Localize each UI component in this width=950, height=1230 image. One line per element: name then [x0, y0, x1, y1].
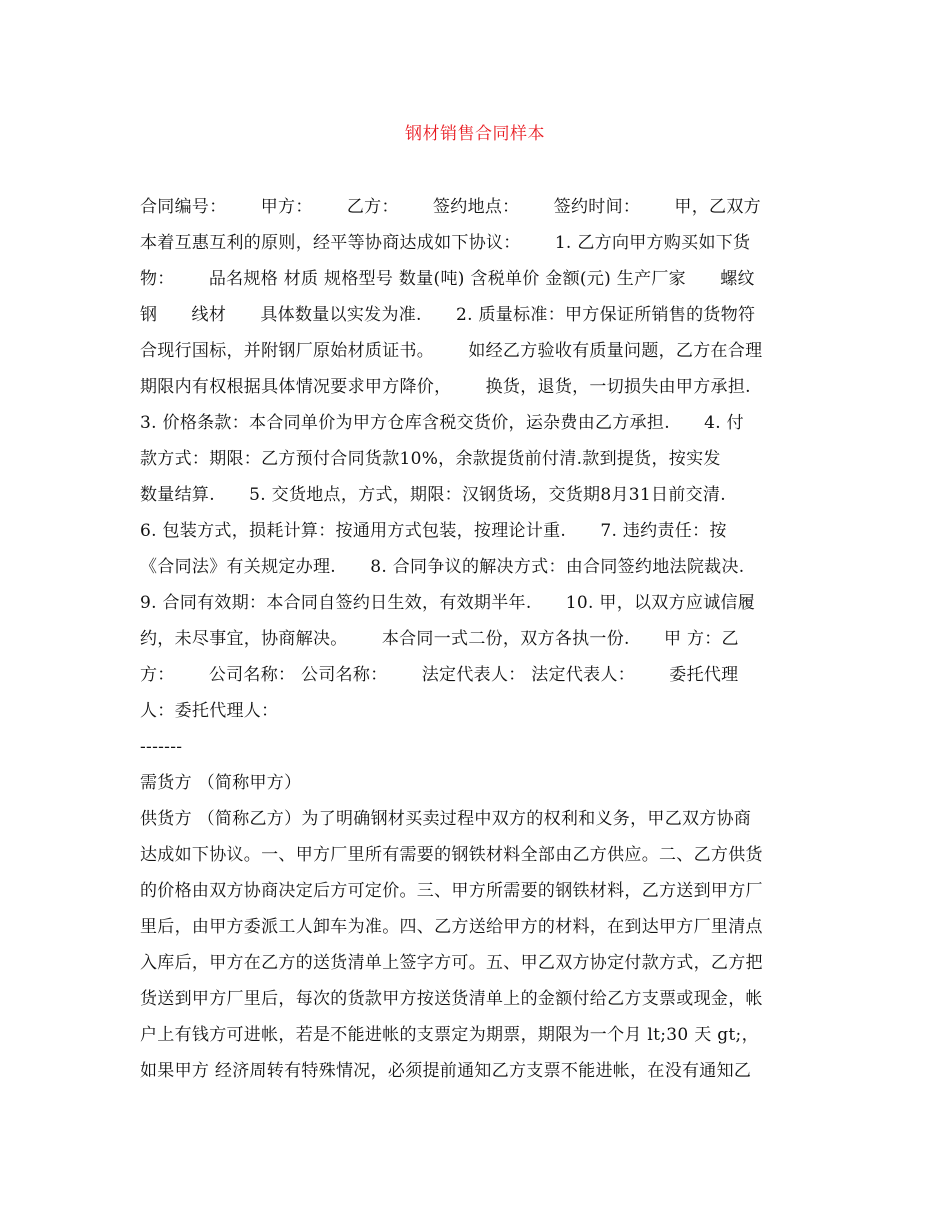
body-line: 供货方 （简称乙方）为了明确钢材买卖过程中双方的权利和义务，甲乙双方协商 [140, 809, 752, 829]
body-line: 货送到甲方厂里后，每次的货款甲方按送货清单上的金额付给乙方支票或现金，帐 [140, 989, 763, 1009]
body-line: 需货方 （简称甲方） [140, 773, 302, 793]
body-line: 物： 品名规格 材质 规格型号 数量(吨) 含税单价 金额(元) 生产厂家 螺纹 [140, 269, 755, 289]
body-line: 约，未尽事宜，协商解决。 本合同一式二份，双方各执一份. 甲 方：乙 [140, 629, 739, 649]
separator-line: ------- [140, 737, 183, 757]
body-line: 钢 线材 具体数量以实发为准. 2. 质量标准：甲方保证所销售的货物符 [140, 305, 756, 325]
document-title: 钢材销售合同样本 [405, 124, 545, 144]
body-line: 合同编号： 甲方： 乙方： 签约地点： 签约时间： 甲，乙双方 [140, 197, 761, 217]
body-line: 9. 合同有效期：本合同自签约日生效，有效期半年. 10. 甲，以双方应诚信履 [140, 593, 756, 613]
body-line: 款方式：期限：乙方预付合同货款10%，余款提货前付清.款到提货，按实发 [140, 449, 721, 469]
body-line: 达成如下协议。一、甲方厂里所有需要的钢铁材料全部由乙方供应。二、乙方供货 [140, 845, 763, 865]
body-line: 如果甲方 经济周转有特殊情况，必须提前通知乙方支票不能进帐，在没有通知乙 [140, 1061, 752, 1081]
body-line: 6. 包装方式，损耗计算：按通用方式包装，按理论计重. 7. 违约责任：按 [140, 521, 727, 541]
body-line: 里后，由甲方委派工人卸车为准。四、乙方送给甲方的材料，在到达甲方厂里清点 [140, 917, 763, 937]
body-line: 的价格由双方协商决定后方可定价。三、甲方所需要的钢铁材料，乙方送到甲方厂 [140, 881, 763, 901]
body-line: 本着互惠互利的原则，经平等协商达成如下协议： 1. 乙方向甲方购买如下货 [140, 233, 751, 253]
body-line: 入库后，甲方在乙方的送货清单上签字方可。五、甲乙双方协定付款方式，乙方把 [140, 953, 763, 973]
body-line: 数量结算. 5. 交货地点，方式，期限：汉钢货场，交货期8月31日前交清. [140, 485, 726, 505]
body-line: 3. 价格条款：本合同单价为甲方仓库含税交货价，运杂费由乙方承担. 4. 付 [140, 413, 744, 433]
body-line: 期限内有权根据具体情况要求甲方降价， 换货，退货，一切损失由甲方承担. [140, 377, 751, 397]
body-line: 《合同法》有关规定办理. 8. 合同争议的解决方式：由合同签约地法院裁决. [140, 557, 745, 577]
body-line: 合现行国标，并附钢厂原始材质证书。 如经乙方验收有质量问题，乙方在合理 [140, 341, 763, 361]
body-line: 方： 公司名称： 公司名称： 法定代表人： 法定代表人： 委托代理 [140, 665, 739, 685]
body-line: 人：委托代理人： [140, 701, 279, 721]
body-line: 户上有钱方可进帐，若是不能进帐的支票定为期票，期限为一个月 lt;30 天 gt;， [140, 1025, 759, 1045]
